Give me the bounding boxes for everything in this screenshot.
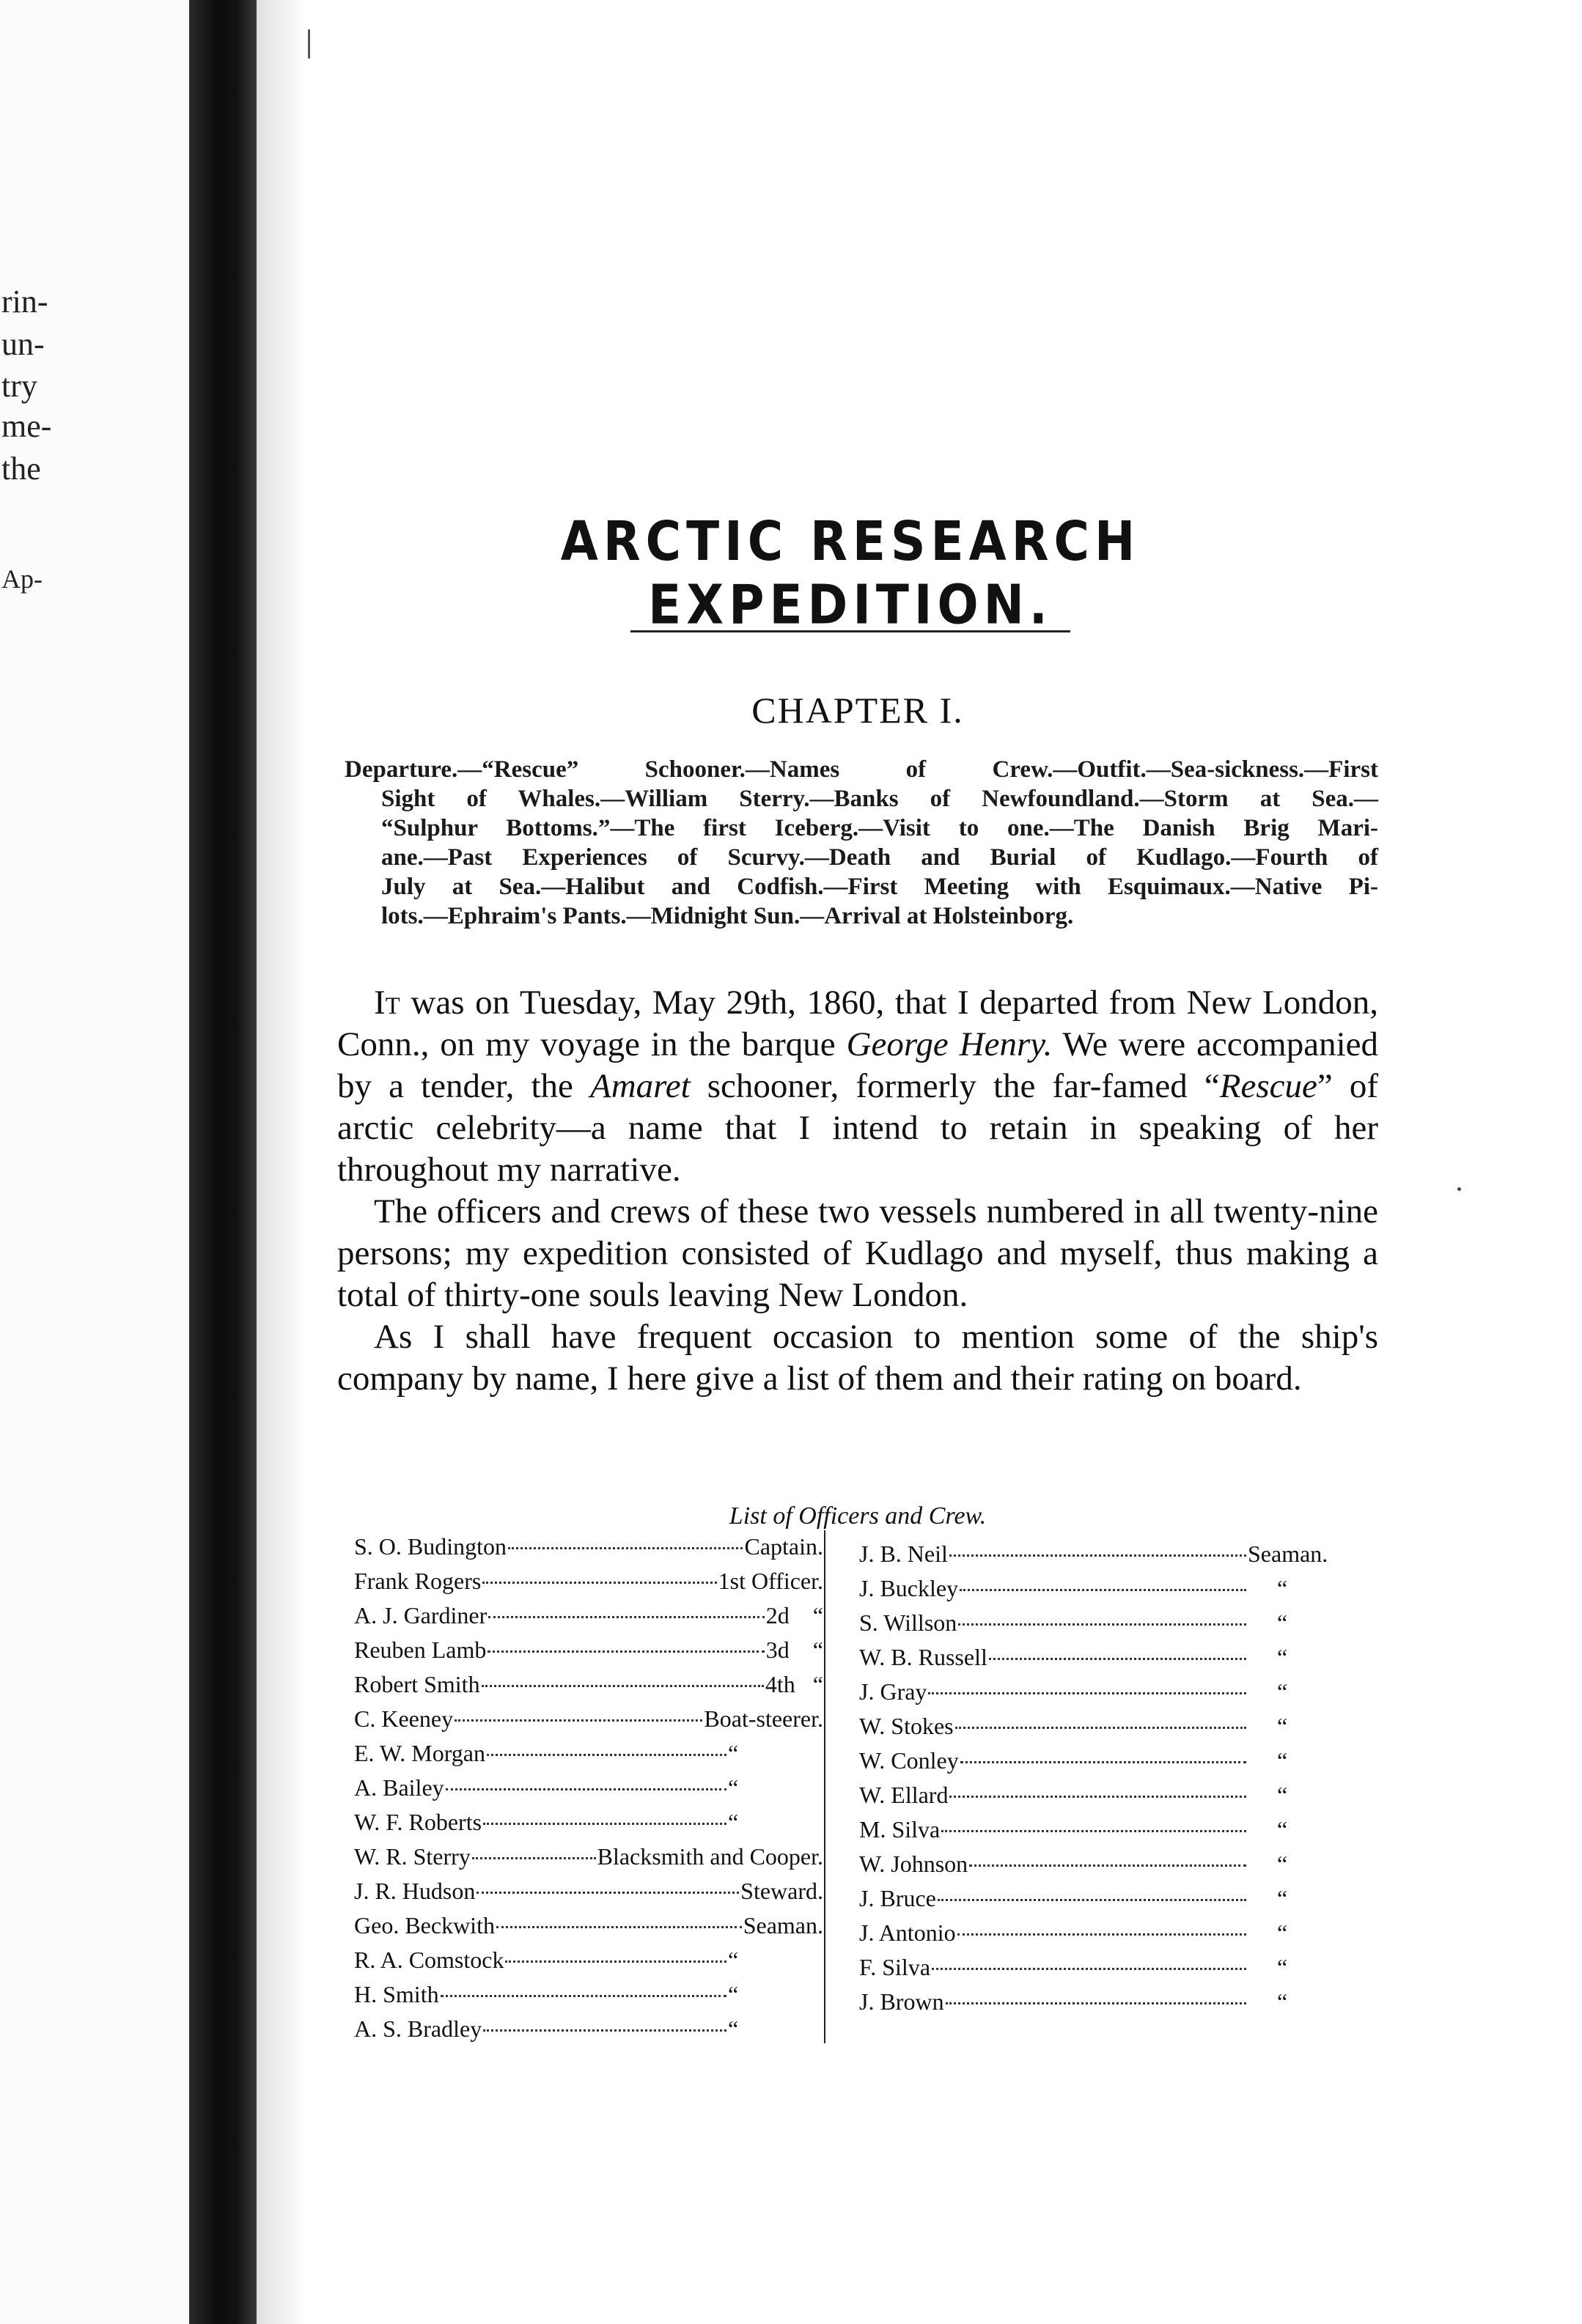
crew-member-rating: “ <box>728 2015 739 2042</box>
leader-dots <box>949 1778 1246 1798</box>
crew-list-row <box>859 1606 1343 1640</box>
leader-dots <box>455 1702 702 1722</box>
title-rule <box>630 630 1070 632</box>
facing-page-fragment: rin- <box>1 284 48 320</box>
crew-member-name: F. Silva <box>859 1954 931 1980</box>
facing-page-edge <box>0 0 191 2324</box>
leader-dots <box>949 1537 1246 1557</box>
facing-page-fragment: try <box>1 368 37 404</box>
paragraph-text: We were accompanied by a tender, the <box>337 1025 1378 1105</box>
crew-list-row <box>354 1633 823 1667</box>
crew-member-rating: Steward. <box>740 1878 823 1904</box>
leader-dots <box>960 1744 1246 1763</box>
crew-member-rating: “ <box>728 1947 739 1973</box>
crew-member-rating: 1st Officer. <box>718 1568 823 1594</box>
crew-member-rating: Seaman. <box>743 1912 823 1938</box>
crew-member-rating: Blacksmith and Cooper. <box>597 1843 823 1870</box>
leader-dots <box>488 1598 765 1618</box>
body-text <box>337 982 1378 1400</box>
facing-page-fragment: un- <box>1 326 45 362</box>
crew-member-rating: “ <box>1277 1851 1288 1877</box>
leader-dots <box>487 1736 726 1756</box>
leader-dots <box>955 1709 1246 1729</box>
facing-page-fragment: the <box>1 451 41 487</box>
crew-member-rating: Captain. <box>744 1533 823 1560</box>
crew-list-row <box>859 1537 1343 1571</box>
crew-member-name: H. Smith <box>354 1981 439 2007</box>
crew-member-name: Frank Rogers <box>354 1568 482 1594</box>
facing-page-fragment: me- <box>1 408 52 444</box>
paragraph-lead-word: It <box>374 984 400 1022</box>
crew-member-name: Robert Smith <box>354 1671 480 1697</box>
crew-member-name: Reuben Lamb <box>354 1637 487 1663</box>
crew-list-row <box>354 1874 823 1908</box>
paragraph-text: As I shall have frequent occasion to mention some of the ship's company by name, I here give a list of them and their rating on board. <box>337 1318 1378 1398</box>
crew-member-name: J. B. Neil <box>859 1541 948 1567</box>
leader-dots <box>958 1606 1246 1626</box>
crew-list-row <box>859 1778 1343 1812</box>
leader-dots <box>482 1667 764 1687</box>
italic-text: Amaret <box>590 1067 691 1105</box>
crew-member-rating: Boat-steerer. <box>704 1705 823 1732</box>
paragraph-text: was on Tuesday, May 29th, 1860, that I departed from New London, Conn., on my voyage in the barque <box>337 984 1378 1063</box>
crew-member-name: W. B. Russell <box>859 1644 987 1670</box>
crew-member-name: S. Willson <box>859 1609 957 1636</box>
crew-member-rating: “ <box>1277 1609 1288 1636</box>
leader-dots <box>508 1530 743 1549</box>
leader-dots <box>488 1633 764 1653</box>
crew-member-name: J. Brown <box>859 1988 944 2015</box>
crew-member-rating: “ <box>1277 1782 1288 1808</box>
crew-list-row <box>354 1908 823 1943</box>
leader-dots <box>441 1977 726 1997</box>
crew-list-row <box>859 1709 1343 1744</box>
leader-dots <box>928 1675 1246 1694</box>
leader-dots <box>483 1805 726 1825</box>
paragraph-text: schooner, formerly the far-famed “ <box>690 1067 1220 1105</box>
leader-dots <box>477 1874 739 1894</box>
crew-member-rating: “ <box>1277 1919 1288 1946</box>
print-speck <box>1457 1187 1461 1191</box>
crew-member-name: W. F. Roberts <box>354 1809 482 1835</box>
crew-member-rating: “ <box>728 1809 739 1835</box>
body-paragraph <box>337 1316 1378 1400</box>
leader-dots <box>482 1564 716 1584</box>
body-paragraph <box>337 1191 1378 1316</box>
leader-dots <box>969 1847 1246 1867</box>
leader-dots <box>932 1950 1246 1970</box>
chapter-synopsis <box>345 755 1378 931</box>
crew-list-row <box>859 1985 1343 2019</box>
crew-member-name: J. R. Hudson <box>354 1878 476 1904</box>
leader-dots <box>989 1640 1246 1660</box>
facing-page-fragment: Ap- <box>1 564 43 594</box>
crew-list-row <box>354 1771 823 1805</box>
gutter-shadow <box>257 0 308 2324</box>
crew-list-row <box>354 1530 823 1564</box>
crew-member-name: J. Bruce <box>859 1885 936 1911</box>
crew-member-name: J. Buckley <box>859 1575 959 1601</box>
crew-member-rating: 2d “ <box>765 1602 823 1628</box>
crew-member-name: J. Gray <box>859 1678 927 1705</box>
crew-list-row <box>859 1812 1343 1847</box>
crew-member-rating: “ <box>1277 1885 1288 1911</box>
italic-text: Rescue <box>1219 1067 1317 1105</box>
crew-member-name: M. Silva <box>859 1816 941 1842</box>
book-gutter <box>189 0 257 2324</box>
italic-text: George Henry. <box>846 1025 1053 1063</box>
crew-list-row <box>354 1805 823 1840</box>
body-paragraph <box>337 982 1378 1191</box>
crew-member-name: W. R. Sterry <box>354 1843 471 1870</box>
synopsis-line: ane.—Past Experiences of Scurvy.—Death and Burial of Kudlago.—Fourth of <box>381 844 1378 871</box>
column-divider <box>824 1530 825 2043</box>
crew-member-rating: “ <box>728 1740 739 1766</box>
paragraph-text: The officers and crews of these two vessels numbered in all twenty-nine persons; my expedition consisted of Kudlago and myself, thus making a total of thirty-one souls leaving New London. <box>337 1192 1378 1314</box>
synopsis-line: “Sulphur Bottoms.”—The first Iceberg.—Visit to one.—The Danish Brig Mari- <box>381 815 1378 841</box>
crew-list-row <box>354 1977 823 2012</box>
leader-dots <box>957 1916 1246 1936</box>
crew-list-row <box>354 1598 823 1633</box>
crew-member-name: A. J. Gardiner <box>354 1602 488 1628</box>
leader-dots <box>446 1771 726 1790</box>
synopsis-line: Sight of Whales.—William Sterry.—Banks of Newfoundland.—Storm at Sea.— <box>381 786 1378 812</box>
crew-list-row <box>859 1571 1343 1606</box>
crew-member-name: R. A. Comstock <box>354 1947 504 1973</box>
crew-member-name: W. Stokes <box>859 1713 954 1739</box>
leader-dots <box>496 1908 742 1928</box>
crew-member-name: C. Keeney <box>354 1705 454 1732</box>
crew-member-name: W. Johnson <box>859 1851 968 1877</box>
crew-list-row <box>354 1840 823 1874</box>
crew-list-row <box>354 1736 823 1771</box>
leader-dots <box>505 1943 726 1963</box>
leader-dots <box>941 1812 1246 1832</box>
crew-member-rating: “ <box>1277 1954 1288 1980</box>
crew-list-row <box>859 1916 1343 1950</box>
crew-member-name: W. Ellard <box>859 1782 949 1808</box>
leader-dots <box>938 1881 1246 1901</box>
synopsis-line: lots.—Ephraim's Pants.—Midnight Sun.—Arrival at Holsteinborg. <box>381 903 1074 929</box>
paragraph-text: ” of arctic celebrity—a name that I intend to retain in speaking of her throughout my narrative. <box>337 1067 1378 1189</box>
book-page <box>308 0 1582 2324</box>
crew-member-name: E. W. Morgan <box>354 1740 485 1766</box>
print-speck <box>308 29 310 59</box>
leader-dots <box>472 1840 596 1859</box>
crew-list-heading: List of Officers and Crew. <box>729 1502 987 1530</box>
crew-list-row <box>354 2012 823 2046</box>
crew-member-rating: “ <box>728 1981 739 2007</box>
synopsis-line: July at Sea.—Halibut and Codfish.—First Meeting with Esquimaux.—Native Pi- <box>381 874 1378 900</box>
crew-member-name: W. Conley <box>859 1747 959 1774</box>
crew-member-rating: “ <box>1277 1575 1288 1601</box>
crew-member-name: J. Antonio <box>859 1919 956 1946</box>
crew-member-rating: “ <box>728 1774 739 1801</box>
crew-member-rating: Seaman. <box>1248 1541 1328 1567</box>
crew-member-name: Geo. Beckwith <box>354 1912 495 1938</box>
crew-member-rating: “ <box>1277 1988 1288 2015</box>
crew-list-row <box>354 1702 823 1736</box>
synopsis-line: Departure.—“Rescue” Schooner.—Names of Crew.—Outfit.—Sea-sickness.—First <box>345 756 1378 783</box>
leader-dots <box>483 2012 726 2032</box>
leader-dots <box>946 1985 1246 2004</box>
crew-member-rating: “ <box>1277 1816 1288 1842</box>
crew-member-name: A. Bailey <box>354 1774 444 1801</box>
chapter-heading: CHAPTER I. <box>751 690 964 731</box>
crew-member-rating: “ <box>1277 1713 1288 1739</box>
crew-list-row <box>354 1943 823 1977</box>
crew-member-rating: 3d “ <box>765 1637 823 1663</box>
crew-list-row <box>859 1640 1343 1675</box>
crew-member-rating: 4th “ <box>765 1671 823 1697</box>
crew-list-right-column <box>859 1537 1343 2019</box>
leader-dots <box>960 1571 1246 1591</box>
crew-member-name: A. S. Bradley <box>354 2015 482 2042</box>
crew-member-rating: “ <box>1277 1644 1288 1670</box>
crew-list-row <box>354 1667 823 1702</box>
crew-member-rating: “ <box>1277 1747 1288 1774</box>
crew-list-left-column <box>354 1530 823 2046</box>
crew-list-row <box>859 1847 1343 1881</box>
crew-list-row <box>859 1744 1343 1778</box>
crew-list-row <box>859 1675 1343 1709</box>
crew-member-rating: “ <box>1277 1678 1288 1705</box>
crew-list-row <box>859 1950 1343 1985</box>
crew-list-row <box>354 1564 823 1598</box>
crew-member-name: S. O. Budington <box>354 1533 507 1560</box>
crew-list-row <box>859 1881 1343 1916</box>
page-title: ARCTIC RESEARCH EXPEDITION. <box>560 509 1141 637</box>
